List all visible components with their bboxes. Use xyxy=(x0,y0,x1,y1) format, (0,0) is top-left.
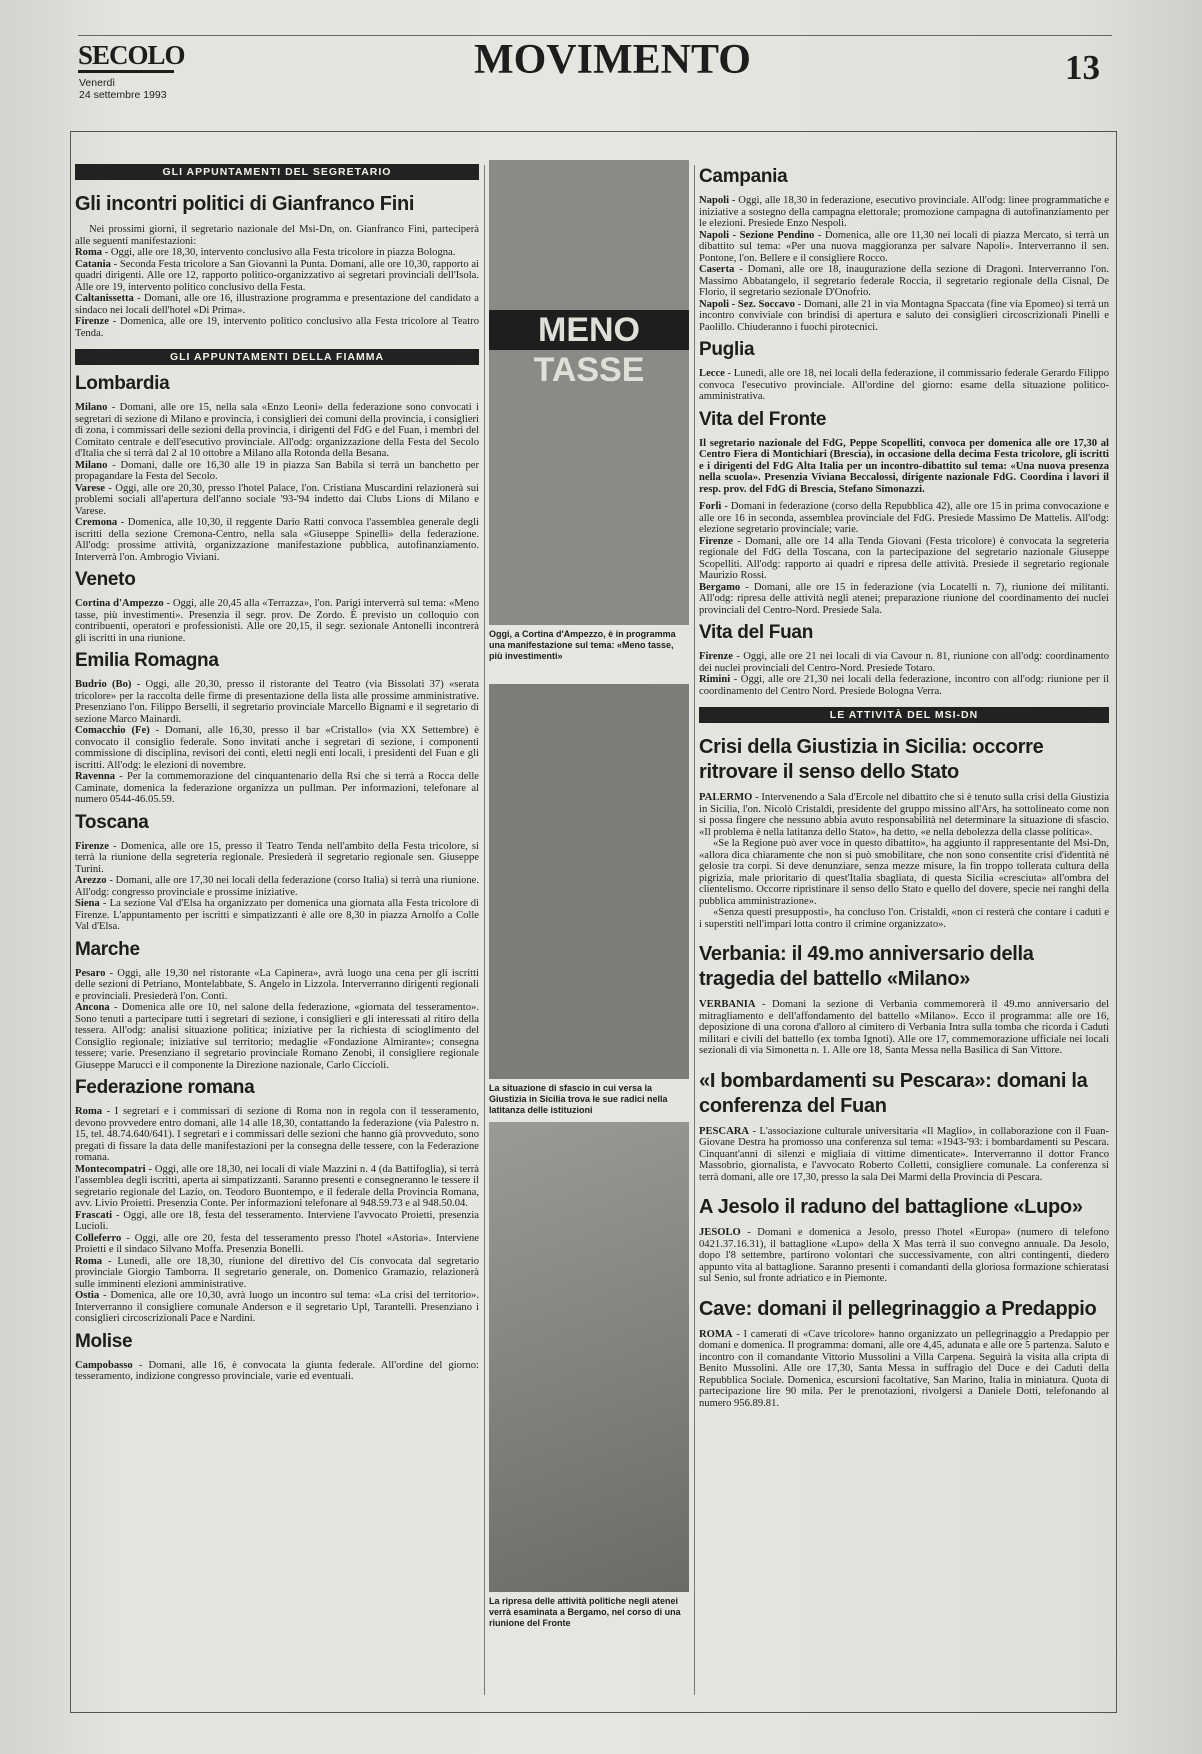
article-headline: Crisi della Giustizia in Sicilia: occorre ritrovare il senso dello Stato xyxy=(699,736,1044,783)
announcement xyxy=(75,460,479,483)
announcement xyxy=(75,1256,479,1291)
section-title: MOVIMENTO xyxy=(474,37,751,83)
region-heading: Emilia Romagna xyxy=(75,650,219,671)
announcement-text: - Domenica, alle ore 19, intervento politico conclusivo alla Festa tricolore al Teatro Tenda. xyxy=(75,316,479,339)
announcement-place: Montecompatri xyxy=(75,1163,146,1175)
announcement xyxy=(75,725,479,771)
announcement xyxy=(75,598,479,644)
announcement-place: Catania xyxy=(75,258,111,270)
day: Venerdì xyxy=(79,77,116,89)
announcement-text: - Oggi, alle 19,30 nel ristorante «La Capinera», avrà luogo una cena per gli iscritti delle sezioni di Petriano, Montelabbate, S. Angelo in Lizzola. Interverranno dirigenti regionali e provinciali. Presiederà l'on. Conti. xyxy=(75,967,479,1002)
announcement-place: Cremona xyxy=(75,517,118,528)
article-headline: A Jesolo il raduno del battaglione «Lupo» xyxy=(699,1196,1083,1218)
article-body xyxy=(699,792,1109,838)
section-band: LE ATTIVITÀ DEL MSI-DN xyxy=(699,707,1109,723)
announcement xyxy=(75,968,479,1003)
announcement-place: Firenze xyxy=(75,840,109,852)
announcement-place: Firenze xyxy=(699,535,733,547)
article-headline: Verbania: il 49.mo anniversario della tragedia del battello «Milano» xyxy=(699,943,1034,990)
announcement xyxy=(75,293,479,316)
page-number: 13 xyxy=(1065,48,1100,87)
region-heading: Campania xyxy=(699,166,788,187)
announcement xyxy=(699,536,1109,582)
announcement-place: Lecce xyxy=(699,368,725,379)
announcement-text: - Domani, alle ore 15, nella sala «Enzo Leoni» della federazione sono convocati i segretari di sezione di Milano e provincia, i consiglieri dei comuni della provincia, i consiglieri di zona, i commissari delle sezioni della provincia, i dirigenti del FdG e del Fuan, i membri del Comitato centrale e dell'esecutivo provinciale. All'odg: organizzazione della Festa del Secolo d'Italia che si terrà dal 2 al 10 ottobre a Milano alla Rotonda della Besana. xyxy=(75,402,479,459)
announcement-text: - Oggi, alle ore 20, festa del tesseramento presso l'hotel «Astoria». Interviene Proietti e il sindaco Silvano Moffa. Presenzia Bonelli. xyxy=(75,1232,479,1255)
announcement xyxy=(75,316,479,339)
announcement xyxy=(75,1233,479,1256)
announcement-place: Pesaro xyxy=(75,967,106,979)
photo-caption: La ripresa delle attività politiche negli atenei verrà esaminata a Bergamo, nel corso di una riunione del Fronte xyxy=(489,1596,681,1628)
announcement xyxy=(75,1210,479,1233)
announcement-text: - Oggi, alle ore 18, festa del tesseramento. Interviene l'avvocato Proietti, presenzia Lucioli. xyxy=(75,1209,479,1232)
announcement-place: Roma xyxy=(75,247,103,258)
announcement xyxy=(75,1290,479,1325)
article-headline: Cave: domani il pellegrinaggio a Predappio xyxy=(699,1297,1097,1320)
announcement-place: Milano xyxy=(75,402,108,413)
announcement-place: Forlì xyxy=(699,501,722,512)
announcement-text: - Domani, alle ore 17,30 nei locali della federazione (corso Italia) si terrà una riunione. All'odg: congresso provinciale e prossime iniziative. xyxy=(75,875,479,898)
announcement-text: - Per la commemorazione del cinquantenario della Rsi che si terrà a Rocca delle Caminate, domenica la federazione organizza un pullman. Per informazioni, telefonare al numero 0544-46.05.59. xyxy=(75,771,479,805)
announcement-place: Milano xyxy=(75,459,108,471)
region-heading: Vita del Fuan xyxy=(699,622,813,643)
rally-photo xyxy=(489,160,689,625)
fini-headline: Gli incontri politici di Gianfranco Fini xyxy=(75,193,415,215)
article-text: - I camerati di «Cave tricolore» hanno organizzato un pellegrinaggio a Predappio per domani e domenica. Il programma: domani, alle ore 4,45, adunata e alle ore 5 partenza. Saluto e incontro con il comandante Vittorio Mussolini a Villa Carpena. Seguirà la visita alla cripta di Benito Mussolini. Alle ore 17,30, Santa Messa in suffragio del Duce e dei Caduti della Repubblica Sociale. Domenica, escursioni facoltative, San Marino, Italia in miniatura. Quota di partecipazione lire 90 mila. Per le prenotazioni, rivolgersi a Daniele Dotti, telefonando al numero 956.89.81. xyxy=(699,1328,1109,1409)
announcement-text: - Domani, alle ore 16, illustrazione programma e presentazione del candidato a sindaco nei locali dell'hotel «Di Prima». xyxy=(75,293,479,316)
announcement xyxy=(75,517,479,563)
right-column xyxy=(699,160,1109,1700)
announcement xyxy=(75,1106,479,1164)
region-heading: Federazione romana xyxy=(75,1077,255,1098)
announcement-text: - Domani, alle ore 18, inaugurazione della sezione di Dragoni. Interverranno l'on. Massimo Abbatangelo, il segretario federale Roccia, il segretario regionale della Cisnal, De Florio, il segretario sezionale D'Onofrio. xyxy=(699,264,1109,298)
announcement-place: Colleferro xyxy=(75,1232,122,1244)
announcement-text: - Oggi, alle 20,45 alla «Terrazza», l'on. Parigi interverrà sul tema: «Meno tasse, più investimenti». Presenzia il segr. prov. De Zordo. È previsto un colloquio con contribuenti, operatori e professionisti. Alle ore 20,15, il segr. sezionale Antonelli incontrerà gli iscritti in una riunione. xyxy=(75,598,479,644)
announcement-text: - Domani, alle 16, è convocata la giunta federale. All'ordine del giorno: tesseramento, indizione congresso provinciale, varie ed eventuali. xyxy=(75,1359,479,1382)
region-heading: Toscana xyxy=(75,811,149,833)
announcement-text: - Seconda Festa tricolore a San Giovanni la Punta. Domani, alle ore 10,30, rapporto ai quadri dirigenti. Alle ore 12, rapporto politico-organizzativo ai segretari provinciali dell'Isola. Alle ore 19, intervento politico conclusivo della Festa. xyxy=(75,258,479,293)
article-text: - L'associazione culturale universitaria «Il Maglio», in collaborazione con il Fuan-Giovane Destra ha promosso una conferenza sul tema: «1943-'93: i bombardamenti su Pescara. Cinquant'anni di silenzi e migliaia di vittime dimenticate». Interverranno il dottor Franco Massobrio, giornalista, e l'avvocato Roberto Colletti, consigliere comunale. La conferenza si terrà domani, alle ore 17,30, presso la sala Dei Marmi della Provincia di Pescara. xyxy=(699,1125,1109,1183)
article-body xyxy=(699,1126,1109,1184)
announcement xyxy=(699,299,1109,334)
announcement-text: - Domenica alle ore 10, nel salone della federazione, «giornata del tesseramento». Sono tenuti a partecipare tutti i segretari di sezione, i consiglieri e gli interessati al ritiro della tessera. All'odg: analisi situazione politica; iniziative per la richiesta di scioglimento del Consiglio regionale; iniziative sul territorio; medaglie «Fondazione Almirante»; consegna tessere; varie. Presenziano il segretario provinciale Romano Zenobi, il consigliere regionale Giuseppe Marucci e il componente la Direzione nazionale, Carlo Ciccioli. xyxy=(75,1002,479,1071)
announcement-place: Bergamo xyxy=(699,581,741,593)
announcement-text: - Domani, alle 21 in via Montagna Spaccata (fine via Epomeo) si terrà un incontro conviviale con brindisi di apertura e saluto dei consiglieri circoscrizionali Pinelli e Paolillo. Chiuderanno i fuochi pirotecnici. xyxy=(699,298,1109,333)
announcement-place: Frascati xyxy=(75,1209,113,1221)
announcement xyxy=(699,674,1109,697)
announcement xyxy=(699,368,1109,403)
article-dateline: JESOLO xyxy=(699,1227,741,1238)
announcement xyxy=(75,898,479,933)
announcement-place: Roma xyxy=(75,1106,103,1117)
announcement-text: - I segretari e i commissari di sezione di Roma non in regola con il tesseramento, devono provvedere entro domani, alle 14 alle 18,30, contattando la federazione (via Palestro n. 15, tel. 48.74.640/641). I segretari e i commissari delle sezioni che hanno già provveduto, sono pregati di fissare la data delle manifestazioni per la consegna delle tessere, con la Federazione romana. xyxy=(75,1106,479,1163)
assembly-photo xyxy=(489,684,689,1079)
announcement-place: Roma xyxy=(75,1255,103,1267)
announcement xyxy=(75,247,479,259)
announcement-place: Ostia xyxy=(75,1290,100,1301)
announcement-text: - Lunedì, alle ore 18, nei locali della federazione, il commissario federale Gerardo Filippo convoca l'esecutivo provinciale. All'ordine del giorno: esame della situazione politico-amministrativa. xyxy=(699,368,1109,402)
announcement-text: - Oggi, alle ore 21,30 nei locali della federazione, incontro con all'odg: riunione per il coordinamento del Centro Nord. Presiede Bologna Verra. xyxy=(699,674,1109,697)
logo-rule xyxy=(78,70,174,73)
article-dateline: PESCARA xyxy=(699,1125,750,1137)
article-body xyxy=(699,1329,1109,1410)
article-dateline: PALERMO xyxy=(699,792,753,803)
announcement-place: Ravenna xyxy=(75,771,116,782)
announcement-text: - Oggi, alle 20,30, presso il ristorante del Teatro (via Bissolati 37) «serata tricolore» per la raccolta delle firme di presentazione della lista alle prossime amministrative. Presenziano l'on. Filippo Berselli, il segretario provinciale Marcello Bignami e il segretario di sezione Marco Mainardi. xyxy=(75,679,479,725)
announcement-place: Firenze xyxy=(699,651,733,662)
fini-items xyxy=(75,247,479,339)
section-band: GLI APPUNTAMENTI DELLA FIAMMA xyxy=(75,349,479,365)
announcement-text: - Oggi, alle 18,30 in federazione, esecutivo provinciale. All'odg: linee programmatiche e iniziative a sostegno della campagna elettorale; promozione campagna di autofinanziamento per le elezioni. Presiede Enzo Nespoli. xyxy=(699,195,1109,229)
announcement-text: - La sezione Val d'Elsa ha organizzato per domenica una giornata alla Festa tricolore di Firenze. L'appuntamento per iscritti e simpatizzanti è alle ore 8,30 in piazza Arnolfo a Colle Val d'Elsa. xyxy=(75,898,479,932)
announcement-place: Budrio (Bo) xyxy=(75,679,132,690)
announcement-place: Caserta xyxy=(699,264,735,275)
announcement-text: - Oggi, alle ore 18,30, nei locali di viale Mazzini n. 4 (da Battifoglia), si terrà l'assemblea degli iscritti, aperta ai simpatizzanti. Saranno presenti e consegneranno le tessere il segretario regionale del Lazio, on. Teodoro Buontempo, e il federale della Provincia Romana, avv. Livio Proietti. Presenzia Conte. Per informazioni telefonare al 948.59.73 e al 948.50.04. xyxy=(75,1163,479,1209)
announcement-text: - Domenica, alle ore 10,30, avrà luogo un incontro sul tema: «La crisi del territorio». Interverranno il consigliere comunale Anderson e il segretario Upl, Tarantelli. Presenziano i consiglieri circoscrizionali Pace e Nardini. xyxy=(75,1290,479,1324)
article-headline: «I bombardamenti su Pescara»: domani la conferenza del Fuan xyxy=(699,1069,1088,1117)
region-heading: Marche xyxy=(75,938,140,960)
photo-banner-text: MENO TASSE xyxy=(489,310,689,350)
article-dateline: ROMA xyxy=(699,1328,733,1340)
dateline xyxy=(79,77,167,101)
announcement-place: Siena xyxy=(75,898,100,909)
column-divider xyxy=(484,165,485,1695)
announcement-place: Ancona xyxy=(75,1002,110,1013)
photo-column xyxy=(489,160,689,1700)
region-blocks xyxy=(75,373,479,1383)
announcement xyxy=(75,679,479,725)
region-heading: Veneto xyxy=(75,569,136,590)
announcement-place: Comacchio (Fe) xyxy=(75,725,150,736)
fronte-lead: Il segretario nazionale del FdG, Peppe Scopelliti, convoca per domenica alle ore 17,30 al Centro Fiera di Montichiari (Brescia), in occasione della decima Festa tricolore, gli iscritti e i dirigenti del FdG Alta Italia per un incontro-dibattito sul tema: «Una nuova presenza nella scuola». Presenzia Viviana Beccalossi, dirigente nazionale FdG. Coordina i lavori il resp. prov. del FdG di Brescia, Stefano Simonazzi. xyxy=(699,437,1109,495)
article-paragraph: «Se la Regione può aver voce in questo dibattito», ha aggiunto il rappresentante del Msi-Dn, «allora dica chiaramente che non si può smobilitare, che non sono consentite crisi d'identità né gelosie tra corpi. Si deve denunziare, senza mezze misure, la fin troppo tollerata cultura della pigrizia, male prioritario di quest'Italia sbagliata, di questa Sicilia «cresciuta» all'ombra del clientelismo. Occorre ripristinare il senso dello Stato e quello del dovere, specie nei ranghi della pubblica amministrazione». xyxy=(699,838,1109,907)
announcement-place: Napoli - Sez. Soccavo xyxy=(699,298,795,310)
region-heading: Lombardia xyxy=(75,373,170,394)
announcement-text: - Domenica, alle ore 15, presso il Teatro Tenda nell'ambito della Festa tricolore, si terrà la riunione della segreteria regionale. Presiederà il segretario regionale sen. Giuseppe Turini. xyxy=(75,840,479,875)
announcement-place: Arezzo xyxy=(75,875,107,886)
announcement xyxy=(75,483,479,518)
article-body xyxy=(699,999,1109,1057)
article-text: - Domani la sezione di Verbania commemorerà il 49.mo anniversario del mitragliamento e dell'affondamento del battello «Milano». Ecco il programma: alle ore 16, deposizione di una corona d'alloro al cimitero di Verbania Intra sulla tomba che ricorda i Caduti militari e civili del battello (ex tomba Ignoti). Alle ore 17, commemorazione ufficiale nei locali sezionali di via Simonetta n. 1. Alle ore 18, Santa Messa nella Basilica di San Vittore. xyxy=(699,999,1109,1056)
announcement-text: - Domani, alle 16,30, presso il bar «Cristallo» (via XX Settembre) è convocato il consiglio federale. Sono invitati anche i segretari di sezione, i componenti commissione di disciplina, revisori dei conti, eletti negli enti locali, i presidenti del Fuan e gli iscritti. All'odg: le elezioni di novembre. xyxy=(75,725,479,771)
left-column xyxy=(75,160,479,1700)
fuan-items xyxy=(699,651,1109,697)
announcement-place: Cortina d'Ampezzo xyxy=(75,598,164,609)
article-text: - Intervenendo a Sala d'Ercole nel dibattito che si è tenuto sulla crisi della Giustizia in Sicilia, l'on. Nicolò Cristaldi, presidente del gruppo missino all'Ars, ha sottolineato come non si possa fingere che nessuno abbia avuto responsabilità nel determinare la situazione di sfascio. «Il problema è nella latitanza dello Stato», ha detto, «e nella debolezza della classe politica». xyxy=(699,792,1109,838)
announcement-text: - Oggi, alle ore 18,30, intervento conclusivo alla Festa tricolore in piazza Bologna. xyxy=(102,247,456,258)
announcement-place: Varese xyxy=(75,482,106,494)
announcement xyxy=(75,259,479,294)
announcement xyxy=(75,1164,479,1210)
announcement-place: Rimini xyxy=(699,674,731,685)
announcement xyxy=(699,651,1109,674)
announcement xyxy=(699,582,1109,617)
announcement xyxy=(699,501,1109,536)
region-heading: Puglia xyxy=(699,339,755,360)
announcement-text: - Domani, alle ore 15 in federazione (via Locatelli n. 7), riunione dei militanti. All'odg: ripresa delle attività negli atenei; preparazione riunione del coordinamento dei nuclei provinciali del Centro-Nord. Presiede Sala. xyxy=(699,581,1109,616)
announcement xyxy=(699,230,1109,265)
building-photo xyxy=(489,1122,689,1592)
announcement xyxy=(75,771,479,806)
article-blocks xyxy=(699,735,1109,1409)
photo-caption: La situazione di sfascio in cui versa la Giustizia in Sicilia trova le sue radici nella latitanza delle istituzioni xyxy=(489,1083,668,1115)
newspaper-logo: SECOLO xyxy=(78,40,185,70)
region-heading: Vita del Fronte xyxy=(699,408,827,430)
announcement-text: - Oggi, alle ore 21 nei locali di via Cavour n. 81, riunione con all'odg: coordinamento dei nuclei provinciali del Centro-Nord. Presiede Totaro. xyxy=(699,651,1109,674)
fini-intro: Nei prossimi giorni, il segretario nazionale del Msi-Dn, on. Gianfranco Fini, parteciperà alle seguenti manifestazioni: xyxy=(75,224,479,247)
announcement xyxy=(75,1360,479,1383)
announcement xyxy=(75,1002,479,1071)
announcement xyxy=(699,264,1109,299)
announcement-text: - Domenica, alle 10,30, il reggente Dario Ratti convoca l'assemblea generale degli iscritti della sezione Cremona-Centro, nella sala «Giuseppe Spinelli» della federazione. All'odg: prossime attività, organizzazione manifestazione pubblica, autofinanziamento. Interverrà l'on. Ambrogio Viviani. xyxy=(75,517,479,563)
photo-caption: Oggi, a Cortina d'Ampezzo, è in programma una manifestazione sul tema: «Meno tasse, più investimenti» xyxy=(489,629,676,661)
announcement xyxy=(699,195,1109,230)
announcement-text: - Domenica, alle ore 11,30 nei locali di piazza Mercato, si terrà un dibattito sul tema: «Per una nuova maggioranza per salvare Napoli». Interverranno il sen. Pontone, l'on. Bellere e il consigliere Rocco. xyxy=(699,229,1109,264)
announcement-place: Firenze xyxy=(75,316,109,327)
announcement-place: Campobasso xyxy=(75,1359,133,1371)
region-heading: Molise xyxy=(75,1330,133,1352)
announcement-place: Napoli xyxy=(699,195,730,206)
announcement-place: Napoli - Sezione Pendino xyxy=(699,229,815,241)
column-divider xyxy=(694,165,695,1695)
article-text: - Domani e domenica a Jesolo, presso l'hotel «Europa» (numero di telefono 0421.37.16.31), il battaglione «Lupo» della X Mas terrà il suo convegno annuale. Da Jesolo, dopo l'8 settembre, partirono volontari che successivamente, con altri contingenti, diedero appunto vita al battaglione. Saranno presenti i comandanti della gloriosa formazione schieratasi sul Senio, sul fronte adriatico e in Piemonte. xyxy=(699,1227,1109,1284)
announcement-text: - Domani, alle ore 14 alla Tenda Giovani (Festa tricolore) è convocata la segreteria regionale del FdG della Toscana, con la partecipazione del segretario nazionale Giuseppe Scopelliti. All'odg: rapporto ai quadri e ripresa delle attività. Presiede il segretario regionale Maurizio Rossi. xyxy=(699,535,1109,581)
announcement xyxy=(75,402,479,460)
announcement-place: Caltanissetta xyxy=(75,293,134,304)
announcement-text: - Domani in federazione (corso della Repubblica 42), alle ore 15 in prima convocazione e alle ore 16 in seconda, assemblea provinciale del FdG. Presiede Massimo De Mattelis. All'odg: elezione segretario provinciale; varie. xyxy=(699,501,1109,535)
article-paragraph: «Senza questi presupposti», ha concluso l'on. Cristaldi, «non ci resterà che contare i caduti e i superstiti nell'impari lotta contro il crimine organizzato». xyxy=(699,907,1109,930)
announcement-text: - Domani, dalle ore 16,30 alle 19 in piazza San Babila si terrà un banchetto per propagandare la Festa del Secolo. xyxy=(75,459,479,482)
article-dateline: VERBANIA xyxy=(699,999,756,1010)
region-blocks xyxy=(699,166,1109,403)
fronte-items xyxy=(699,501,1109,616)
date: 24 settembre 1993 xyxy=(79,89,167,101)
article-body xyxy=(699,1227,1109,1285)
section-band: GLI APPUNTAMENTI DEL SEGRETARIO xyxy=(75,164,479,180)
announcement xyxy=(75,841,479,876)
announcement-text: - Lunedì, alle ore 18,30, riunione del direttivo del Cis convocata dal segretario provinciale Giorgio Tamborra. Il segretario generale, on. Domenico Gramazio, relazionerà sulle imminenti elezioni amministrative. xyxy=(75,1255,479,1290)
announcement-text: - Oggi, alle ore 20,30, presso l'hotel Palace, l'on. Cristiana Muscardini relazionerà sui problemi sociali all'apertura dell'anno sociale '93-'94 indetto dai Clubs Lions di Milano e Varese. xyxy=(75,482,479,517)
announcement xyxy=(75,875,479,898)
